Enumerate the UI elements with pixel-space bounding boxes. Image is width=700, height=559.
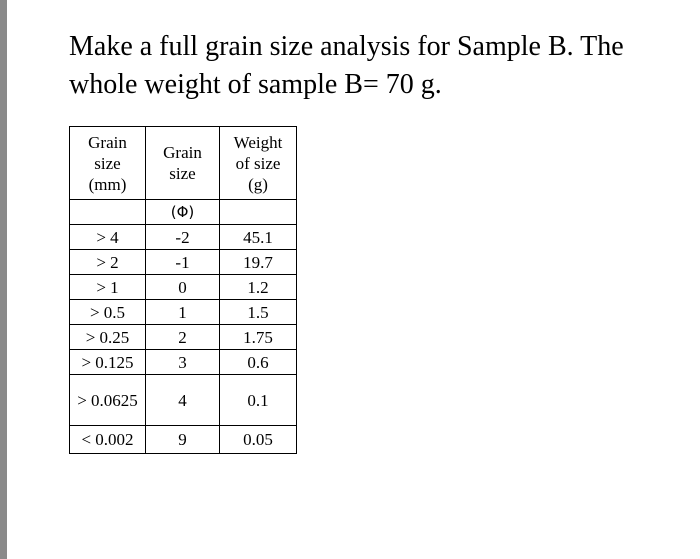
- table-cell: [70, 200, 146, 225]
- header-text: Grain: [88, 132, 127, 152]
- question-line-2: whole weight of sample B= 70 g.: [69, 69, 442, 100]
- header-text: Weight: [233, 132, 283, 152]
- header-grain-size-phi: [146, 127, 220, 200]
- table-row: [70, 225, 297, 250]
- header-text: (g): [248, 174, 268, 194]
- cell-weight: 19.7: [220, 250, 297, 275]
- cell-weight: 45.1: [220, 225, 297, 250]
- cell-phi: 9: [146, 426, 220, 454]
- table-row: [70, 250, 297, 275]
- cell-phi: 1: [146, 300, 220, 325]
- cell-mm: > 0.5: [70, 300, 146, 325]
- cell-weight: 1.5: [220, 300, 297, 325]
- cell-mm: > 1: [70, 275, 146, 300]
- question-line-1: Make a full grain size analysis for Sample B. The: [69, 31, 624, 62]
- table-row: [70, 350, 297, 375]
- cell-mm: > 0.125: [70, 350, 146, 375]
- table-row-phi-unit: [70, 200, 297, 225]
- cell-weight: 0.1: [220, 375, 297, 426]
- cell-mm: < 0.002: [70, 426, 146, 454]
- header-grain-size-mm: [70, 127, 146, 200]
- cell-mm: > 4: [70, 225, 146, 250]
- table-row: [70, 426, 297, 454]
- cell-phi: 3: [146, 350, 220, 375]
- cell-weight: 0.05: [220, 426, 297, 454]
- grain-size-table: [69, 126, 297, 454]
- header-text: (mm): [88, 174, 127, 194]
- left-border-bar: [0, 0, 7, 559]
- header-text: Grain: [163, 143, 202, 162]
- table-row: [70, 375, 297, 426]
- cell-phi: 2: [146, 325, 220, 350]
- header-text: size: [169, 164, 196, 183]
- table-row: [70, 275, 297, 300]
- cell-mm: > 2: [70, 250, 146, 275]
- cell-mm: > 0.25: [70, 325, 146, 350]
- phi-unit-label: (Φ): [146, 200, 220, 225]
- table-row: [70, 300, 297, 325]
- cell-phi: -1: [146, 250, 220, 275]
- table-row: [70, 325, 297, 350]
- cell-phi: 4: [146, 375, 220, 426]
- header-weight-g: [220, 127, 297, 200]
- question-text: [69, 28, 689, 104]
- cell-weight: 0.6: [220, 350, 297, 375]
- cell-phi: -2: [146, 225, 220, 250]
- cell-weight: 1.75: [220, 325, 297, 350]
- cell-weight: 1.2: [220, 275, 297, 300]
- cell-phi: 0: [146, 275, 220, 300]
- header-text: size: [94, 153, 121, 173]
- cell-mm: > 0.0625: [70, 375, 146, 426]
- header-text: of size: [235, 153, 281, 173]
- table-cell: [220, 200, 297, 225]
- table-header-row: [70, 127, 297, 200]
